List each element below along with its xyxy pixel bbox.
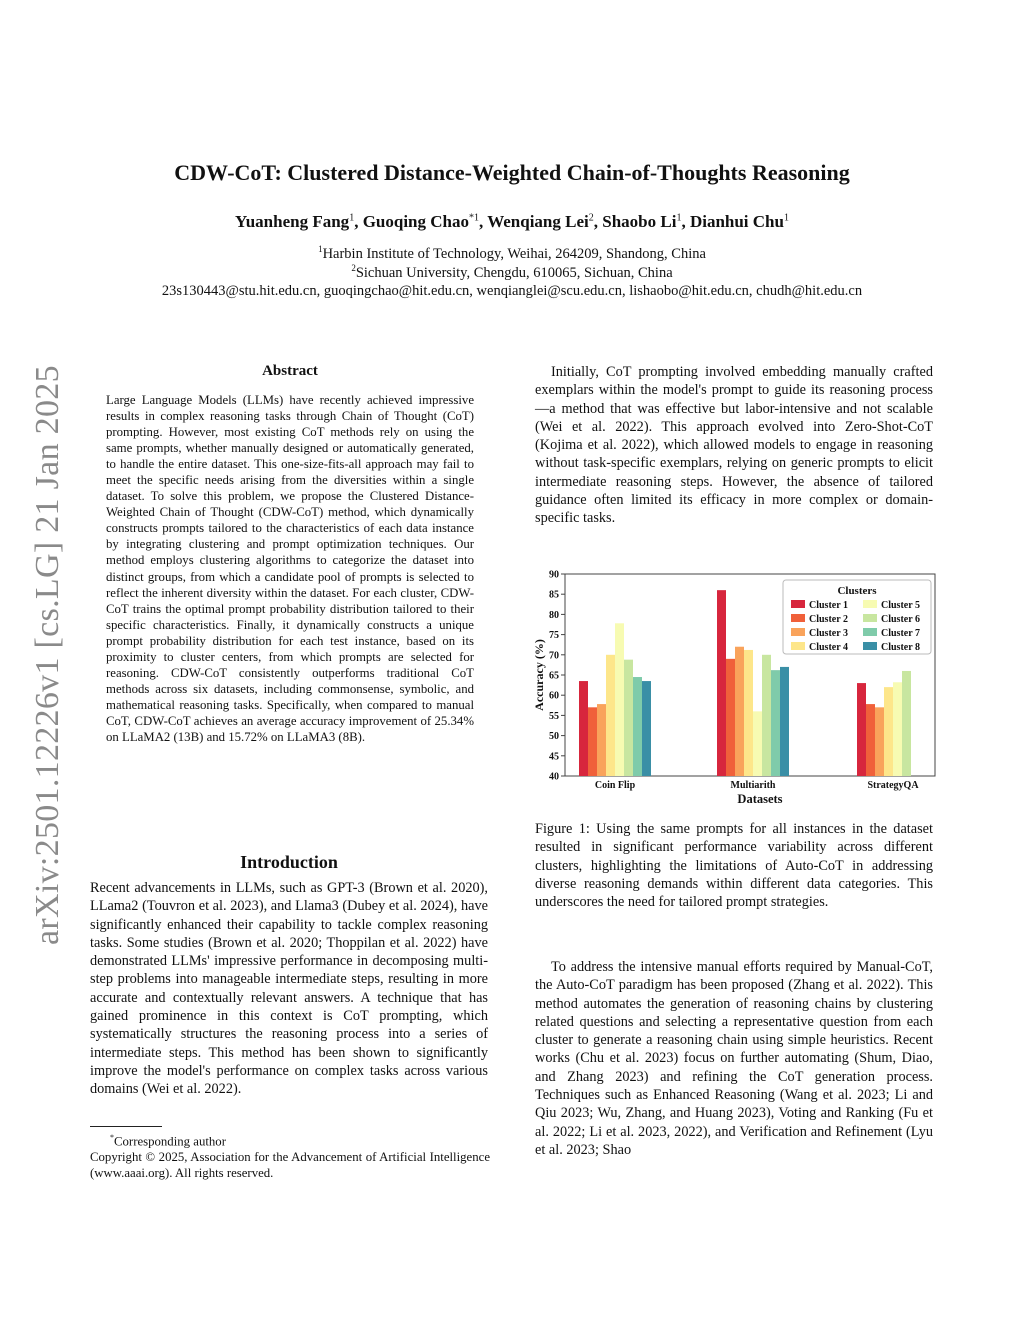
author-sup: 1 (676, 212, 682, 224)
bar-cluster-7-coin-flip (633, 677, 642, 776)
legend-swatch (791, 642, 805, 650)
legend-swatch (791, 600, 805, 608)
y-axis-label: Accuracy (%) (532, 639, 546, 711)
y-tick-label: 55 (549, 710, 559, 722)
abstract-body: Large Language Models (LLMs) have recently achieved impressive results in complex reasoning tasks through Chain of Thought (CoT) prompting. However, most existing CoT methods rely on using the same prompts, whether manually designed or automatically generated, to handle the entire dataset. This one-size-fits-all approach may fail to meet the specific needs arising from the diversities within a single dataset. To solve this problem, we propose the Clustered Distance-Weighted Chain of Thought (CDW-CoT) method, which dynamically constructs prompts tailored to the characteristics of each data instance by integrating clustering and prompt optimization techniques. Our method employs clustering algorithms to categorize the dataset into distinct groups, from which a candidate pool of prompts is selected to reflect the inherent diversity within the dataset. For each cluster, CDW-CoT trains the optimal prompt probability distribution tailored to their specific characteristics. Finally, it dynamically constructs a unique prompt probability distribution for each test instance, based on its proximity to cluster centers, from which prompts are selected for reasoning. CDW-CoT consistently outperforms traditional CoT methods across six datasets, including commonsense, symbolic, and mathematical reasoning tasks. Specifically, when compared to manual CoT, CDW-CoT achieves an average accuracy improvement of 25.34% on LLaMA2 (13B) and 15.72% on LLaMA3 (8B). (106, 393, 474, 744)
bar-cluster-1-multiarith (717, 590, 726, 776)
affiliation-sup: 2 (351, 263, 356, 273)
affiliation-sup: 1 (318, 244, 323, 254)
legend-swatch (863, 600, 877, 608)
footnote-text: Corresponding author (114, 1134, 226, 1149)
paragraph-text: To address the intensive manual efforts required by Manual-CoT, the Auto-CoT paradigm has been proposed (Zhang et al. 2022). This method automates the generation of reasoning chains by clustering related questions and selecting a representative question from each cluster to generate a reasoning chain using simple heuristics. Recent works (Chu et al. 2023) focus on further automating (Shum, Diao, and Zhang 2023) and refining the CoT generation process. Techniques such as Enhanced Reasoning (Wang et al. 2023; Li and Qiu 2023; Wu, Zhang, and Huang 2023), Voting and Ranking (Fu et al. 2022; Li et al. 2023, 2022), and Verification and Refinement (Lyu et al. 2023; Shao (535, 959, 933, 1158)
affiliation-1 (0, 244, 1024, 263)
author-list: Yuanheng Fang$^1$, Guoqing Chao$^{*1}$, Wenqiang Lei$^2$, Shaobo Li$^1$, Dianhui Chu$^1$ (235, 212, 789, 231)
arxiv-stamp: arXiv:2501.12226v1 [cs.LG] 21 Jan 2025 (29, 365, 66, 945)
bar-cluster-3-coin-flip (597, 704, 606, 776)
bar-cluster-8-multiarith (780, 667, 789, 776)
y-tick-label: 70 (549, 650, 559, 662)
intro-paragraph-3 (535, 958, 933, 1159)
legend-swatch (791, 628, 805, 636)
copyright-note: Copyright © 2025, Association for the Advancement of Artificial Intelligence (www.aaai.org). All rights reserved. (90, 1150, 490, 1181)
legend-swatch (863, 614, 877, 622)
bar-cluster-1-strategyqa (857, 683, 866, 776)
legend-label: Cluster 2 (809, 614, 848, 625)
author-sup: 1 (783, 212, 789, 224)
legend-label: Cluster 8 (881, 642, 920, 653)
corresponding-note (90, 1130, 490, 1149)
y-tick-label: 85 (549, 589, 559, 601)
author-name: Guoqing Chao (362, 212, 469, 231)
y-tick-label: 80 (549, 609, 559, 621)
author-sup: *1 (468, 212, 479, 224)
y-tick-label: 90 (549, 569, 559, 581)
intro-paragraph-1 (90, 879, 488, 1099)
bar-cluster-4-multiarith (744, 650, 753, 776)
legend-swatch (863, 642, 877, 650)
bar-cluster-3-strategyqa (875, 707, 884, 776)
legend-label: Cluster 6 (881, 614, 920, 625)
figure-1-chart (530, 566, 940, 811)
footnote-divider (90, 1126, 162, 1127)
affiliation-2 (0, 263, 1024, 282)
legend-swatch (791, 614, 805, 622)
author-name: Dianhui Chu (689, 212, 784, 231)
bar-cluster-2-strategyqa (866, 704, 875, 776)
paper-title: CDW-CoT: Clustered Distance-Weighted Chain-of-Thoughts Reasoning (174, 160, 850, 185)
author-sup: 2 (588, 212, 594, 224)
bar-cluster-4-strategyqa (884, 687, 893, 776)
footnote (90, 1130, 490, 1181)
author-name: Shaobo Li (602, 212, 677, 231)
bar-cluster-5-multiarith (753, 711, 762, 776)
bar-cluster-2-multiarith (726, 659, 735, 776)
x-tick-label: Multiarith (730, 780, 776, 791)
affiliation-text: Sichuan University, Chengdu, 610065, Sichuan, China (355, 264, 673, 281)
footnote-mark: * (110, 1133, 114, 1142)
figure-caption: Figure 1: Using the same prompts for all instances in the dataset resulted in significant performance variability across different clusters, highlighting the limitations of Auto-CoT in addressing diverse reasoning demands within different data categories. This underscores the need for tailored prompt strategies. (535, 821, 933, 911)
legend-label: Cluster 1 (809, 600, 848, 611)
introduction-heading: Introduction (240, 852, 338, 872)
intro-paragraph-2 (535, 363, 933, 528)
legend-label: Cluster 4 (809, 642, 848, 653)
bar-cluster-7-multiarith (771, 670, 780, 776)
bar-chart (530, 566, 940, 811)
bar-cluster-3-multiarith (735, 647, 744, 776)
y-tick-label: 45 (549, 751, 559, 763)
author-emails: 23s130443@stu.hit.edu.cn, guoqingchao@hit.edu.cn, wenqianglei@scu.edu.cn, lishaobo@hit.edu.cn, chudh@hit.edu.cn (161, 283, 863, 299)
y-tick-label: 75 (549, 630, 559, 642)
abstract-heading: Abstract (262, 363, 318, 379)
paragraph-text: Recent advancements in LLMs, such as GPT-3 (Brown et al. 2020), LLama2 (Touvron et al. 2023), and Llama3 (Dubey et al. 2024), have significantly enhanced their capability to tackle complex reasoning tasks. Some studies (Brown et al. 2020; Thoppilan et al. 2022) have demonstrated LLMs' impressive performance in decomposing multi-step problems into manageable intermediate steps, resulting in more accurate and contextually relevant answers. A technique that has gained prominence in this context is CoT prompting, which systematically structures the reasoning process into a series of intermediate steps. This method has been shown to significantly improve the model's performance on complex tasks across various domains (Wei et al. 2022). (90, 880, 488, 1098)
x-tick-label: Coin Flip (594, 780, 636, 791)
bar-cluster-5-strategyqa (893, 682, 902, 776)
legend-label: Cluster 7 (881, 628, 920, 639)
author-name: Yuanheng Fang (235, 212, 350, 231)
bar-cluster-6-multiarith (762, 655, 771, 776)
affiliation-text: Harbin Institute of Technology, Weihai, 264209, Shandong, China (322, 245, 706, 262)
y-tick-label: 65 (549, 670, 559, 682)
author-sup: 1 (349, 212, 355, 224)
bar-cluster-8-coin-flip (642, 681, 651, 776)
bar-cluster-1-coin-flip (579, 681, 588, 776)
legend-label: Cluster 5 (881, 600, 920, 611)
paragraph-text: Initially, CoT prompting involved embedding manually crafted exemplars within the model's prompt to guide its reasoning process—a method that was effective but labor-intensive and not scalable (Wei et al. 2022). This approach evolved into Zero-Shot-CoT (Kojima et al. 2022), which allowed models to engage in reasoning without task-specific exemplars, relying on generic prompts to elicit intermediate reasoning steps. However, the absence of tailored guidance often limited its efficacy in more complex or domain-specific tasks. (535, 364, 933, 527)
bar-cluster-6-coin-flip (624, 660, 633, 776)
y-tick-label: 60 (549, 690, 559, 702)
x-tick-label: StrategyQA (867, 780, 919, 791)
y-tick-label: 40 (549, 771, 559, 783)
bar-cluster-2-coin-flip (588, 707, 597, 776)
author-name: Wenqiang Lei (487, 212, 589, 231)
bar-cluster-4-coin-flip (606, 655, 615, 776)
legend-swatch (863, 628, 877, 636)
x-axis-label: Datasets (737, 792, 783, 806)
y-tick-label: 50 (549, 731, 559, 743)
legend-label: Cluster 3 (809, 628, 848, 639)
bar-cluster-5-coin-flip (615, 623, 624, 776)
bar-cluster-6-strategyqa (902, 671, 911, 776)
legend-title: Clusters (837, 585, 877, 597)
